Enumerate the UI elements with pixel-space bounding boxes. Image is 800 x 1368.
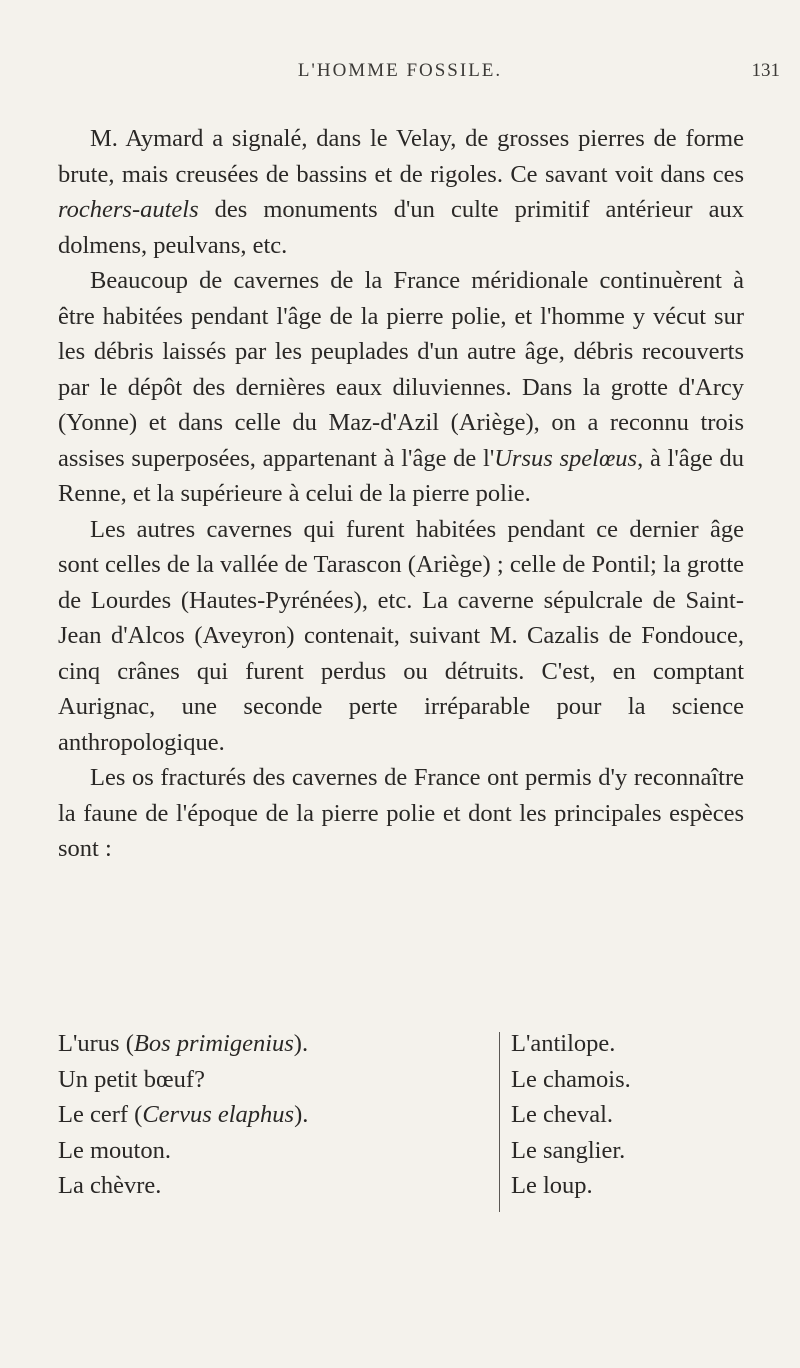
running-title: L'HOMME FOSSILE. (297, 60, 503, 81)
species-list-left-column (58, 1026, 488, 1204)
paragraph-aymard: M. Aymard a signalé, dans le Velay, de grosses pierres de forme brute, mais creusées de bassins et de rigoles. Ce savant voit dans ces rochers-autels des monuments d'un culte primitif antérieur aux dolmens, peulvans, etc. (58, 125, 744, 259)
list-item: La chèvre. (58, 1172, 162, 1199)
list-item: L'antilope. (511, 1030, 616, 1057)
list-item: Le mouton. (58, 1136, 171, 1164)
paragraph-autres-cavernes: Les autres cavernes qui furent habitées pendant ce dernier âge sont celles de la vallée de Tarascon (Ariège) ; celle de Pontil; la grotte de Lourdes (Hautes-Pyrénées), etc. La caverne sépulcrale de Saint-Jean d'Alcos (Aveyron) contenait, suivant M. Cazalis de Fondouce, cinq crânes qui furent perdus ou détruits. C'est, en comptant Aurignac, une seconde perte irréparable pour la science anthropologique. (58, 515, 744, 756)
column-divider (499, 1032, 500, 1212)
list-item: Le sanglier. (511, 1136, 626, 1164)
running-head (0, 0, 800, 110)
list-item: Le chamois. (511, 1065, 631, 1093)
body-text (58, 121, 744, 867)
list-item: L'urus (Bos primigenius). (58, 1030, 309, 1057)
species-list-right-column (511, 1026, 761, 1204)
list-item: Le cheval. (511, 1101, 614, 1128)
italic-term: rochers-autels (58, 196, 199, 223)
paragraph-cavernes: Beaucoup de cavernes de la France méridionale continuèrent à être habitées pendant l'âge de la pierre polie, et l'homme y vécut sur les débris laissés par les peuplades d'un autre âge, débris recouverts par le dépôt des dernières eaux diluviennes. Dans la grotte d'Arcy (Yonne) et dans celle du Maz-d'Azil (Ariège), on a reconnu trois assises superposées, appartenant à l'âge de l'Ursus spelœus, à l'âge du Renne, et la supérieure à celui de la pierre polie. (58, 267, 744, 507)
list-item: Un petit bœuf? (58, 1065, 205, 1093)
italic-species: Ursus spelœus (494, 444, 638, 472)
paragraph-faune: Les os fracturés des cavernes de France ont permis d'y reconnaître la faune de l'époque de la pierre polie et dont les principales espèces sont : (58, 764, 744, 862)
page-number: 131 (751, 60, 780, 81)
species-list (58, 1026, 758, 1246)
list-item: Le loup. (511, 1172, 593, 1199)
list-item: Le cerf (Cervus elaphus). (58, 1101, 309, 1128)
